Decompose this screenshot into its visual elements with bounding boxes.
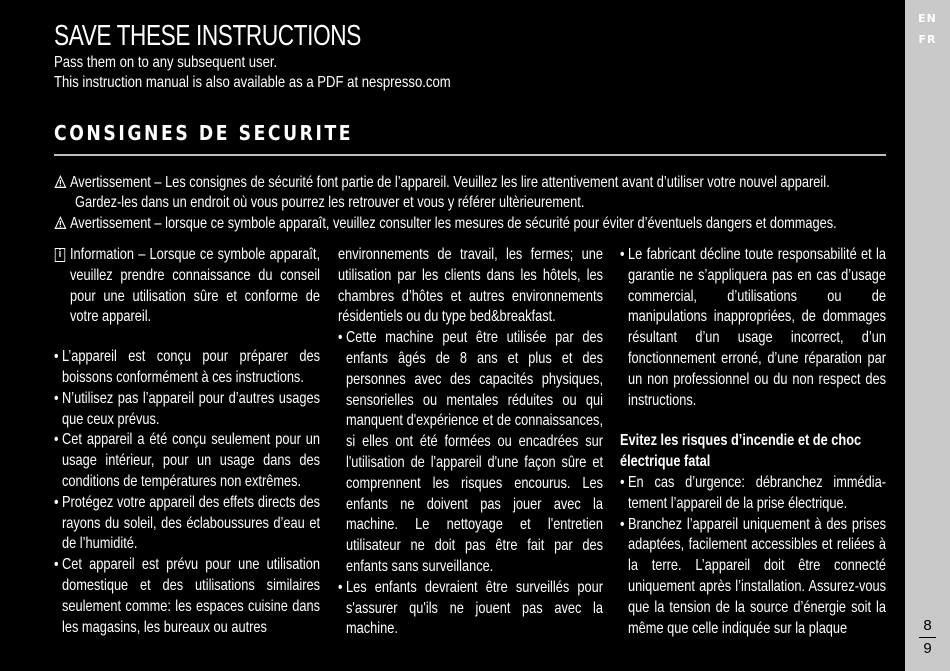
info-icon: i [55, 248, 65, 262]
list-item-text: En cas d’urgence: débranchez immédia-tement l’appareil de la prise électrique. [628, 473, 886, 512]
list-item-text: N’utilisez pas l’appareil pour d’autres usages que ceux prévus. [62, 389, 320, 428]
column-1 [54, 245, 320, 638]
list-item-text: Cet appareil a été conçu seulement pour un usage intérieur, pour un usage dans des conditions de températures non extrêmes. [62, 431, 320, 490]
warning-triangle-icon [54, 174, 67, 189]
warning-2 [54, 214, 837, 234]
column-3 [620, 245, 886, 639]
list-item-text: L’appareil est conçu pour préparer des boissons conformément à ces instructions. [62, 348, 320, 386]
warning-1 [54, 173, 830, 193]
subtitle-line-1: Pass them on to any subsequent user. [54, 54, 278, 71]
page-number-divider [919, 637, 936, 638]
list-item: • N’utilisez pas l’appareil pour d’autres usages que ceux prévus. [54, 389, 320, 428]
warning-1-continued: Gardez-les dans un endroit où vous pourrez les retrouver et vous y référer ultèrieurement. [75, 194, 585, 211]
list-item: • Cet appareil a été conçu seulement pour un usage intérieur, pour un usage dans des conditions de températures non extrêmes. [54, 431, 320, 490]
section-title: CONSIGNES DE SECURITE [54, 121, 354, 145]
list-item-text: Branchez l’appareil uniquement à des prises adaptées, facilement accessibles et reliées à la terre. L’appareil doit être connecté uniquement après l’installation. Assurez-vous que la tension de la source d’énergie soit la même que celle indiquée sur la plaque [628, 515, 886, 637]
section-divider [54, 154, 886, 156]
list-item-text: Protégez votre appareil des effets directs des rayons du soleil, des éclaboussures d’eau et de l’humidité. [62, 493, 320, 553]
language-sidebar [905, 0, 950, 671]
info-note [54, 245, 320, 328]
list-item-text: Les enfants devraient être surveillés pour s'assurer qu'ils ne jouent pas avec la machine. [346, 578, 603, 638]
language-tab-en[interactable]: EN [918, 12, 937, 25]
list-item: • Le fabricant décline toute responsabilité et la garantie ne s’appliquera pas en cas d’usage commercial, d’utilisations ou de manipulations inappropriées, de dommages résultant d’un usage incorrect, d’un fonctionnement erroné, d’une réparation par un non professionnel ou du non respect des instructions. [620, 246, 886, 409]
warning-2-text: Avertissement – lorsque ce symbole apparaît, veuillez consulter les mesures de sécurité pour éviter d’éventuels dangers et dommages. [70, 215, 837, 232]
list-item-text: Le fabricant décline toute responsabilité et la garantie ne s’appliquera pas en cas d’usage commercial, d’utilisations ou de manipulations inappropriées, de dommages résultant d’un usage incorrect, d’un fonctionnement erroné, d’une réparation par un non professionnel ou du non respect des instructions. [628, 246, 886, 409]
page-title: SAVE THESE INSTRUCTIONS [54, 20, 361, 52]
page-number-right: 9 [923, 640, 932, 657]
list-item-text: Cette machine peut être utilisée par des enfants âgés de 8 ans et plus et des personnes avec des capacités physiques, sensorielles ou mentales réduites ou qui manquent d'expérience et de connaissances, si elles ont été formées ou encadrées sur l'utilisation de l'appareil d'une façon sûre et comprennent les risques encourus. Les enfants ne doivent pas jouer avec la machine. Le nettoyage et l'entretien utilisateur ne doit pas être fait par des enfants sans surveillance. [346, 329, 603, 575]
list-item: • Cet appareil est prévu pour une utilisation domestique et des utilisations similaires seulement comme: les espaces cuisine dans les magasins, les bureaux ou autres [54, 556, 320, 636]
language-tab-fr[interactable]: FR [918, 33, 937, 46]
list-item: • En cas d’urgence: débranchez immédia-tement l’appareil de la prise électrique. [620, 473, 886, 512]
warning-triangle-icon [54, 215, 67, 230]
list-item: • Cette machine peut être utilisée par des enfants âgés de 8 ans et plus et des personnes avec des capacités physiques, sensorielles ou mentales réduites ou qui manquent d'expérience et de connaissances, si elles ont été formées ou encadrées sur l'utilisation de l'appareil d'une façon sûre et comprennent les risques encourus. Les enfants ne doivent pas jouer avec la machine. Le nettoyage et l'entretien utilisateur ne doit pas être fait par des enfants sans surveillance. [338, 329, 603, 575]
page-number-left: 8 [923, 617, 932, 634]
list-item-text: Cet appareil est prévu pour une utilisation domestique et des utilisations similaires seulement comme: les espaces cuisine dans les magasins, les bureaux ou autres [62, 556, 320, 636]
column-2 [338, 245, 603, 640]
warning-1-text: Avertissement – Les consignes de sécurité font partie de l’appareil. Veuillez les lire attentivement avant d’utiliser votre nouvel appareil. [70, 174, 830, 191]
list-item: • L’appareil est conçu pour préparer des boissons conformément à ces instructions. [54, 348, 320, 386]
info-text: Information – Lorsque ce symbole apparaît, veuillez prendre connaissance du conseil pour une utilisation sûre et conforme de votre appareil. [70, 246, 320, 326]
subtitle-line-2: This instruction manual is also available as a PDF at nespresso.com [54, 74, 451, 91]
list-item: • Les enfants devraient être surveillés pour s'assurer qu'ils ne jouent pas avec la machine. [338, 578, 603, 638]
continued-text: environnements de travail, les fermes; une utilisation par les clients dans les hôtels, les chambres d’hôtes et autres environnements résidentiels ou du type bed&breakfast. [338, 246, 603, 326]
list-item: • Protégez votre appareil des effets directs des rayons du soleil, des éclaboussures d’eau et de l’humidité. [54, 493, 320, 553]
subsection-heading: Evitez les risques d’incendie et de choc électrique fatal [620, 432, 862, 471]
list-item: • Branchez l’appareil uniquement à des prises adaptées, facilement accessibles et reliées à la terre. L’appareil doit être connecté uniquement après l’installation. Assurez-vous que la tension de la source d’énergie soit la même que celle indiquée sur la plaque [620, 515, 886, 637]
